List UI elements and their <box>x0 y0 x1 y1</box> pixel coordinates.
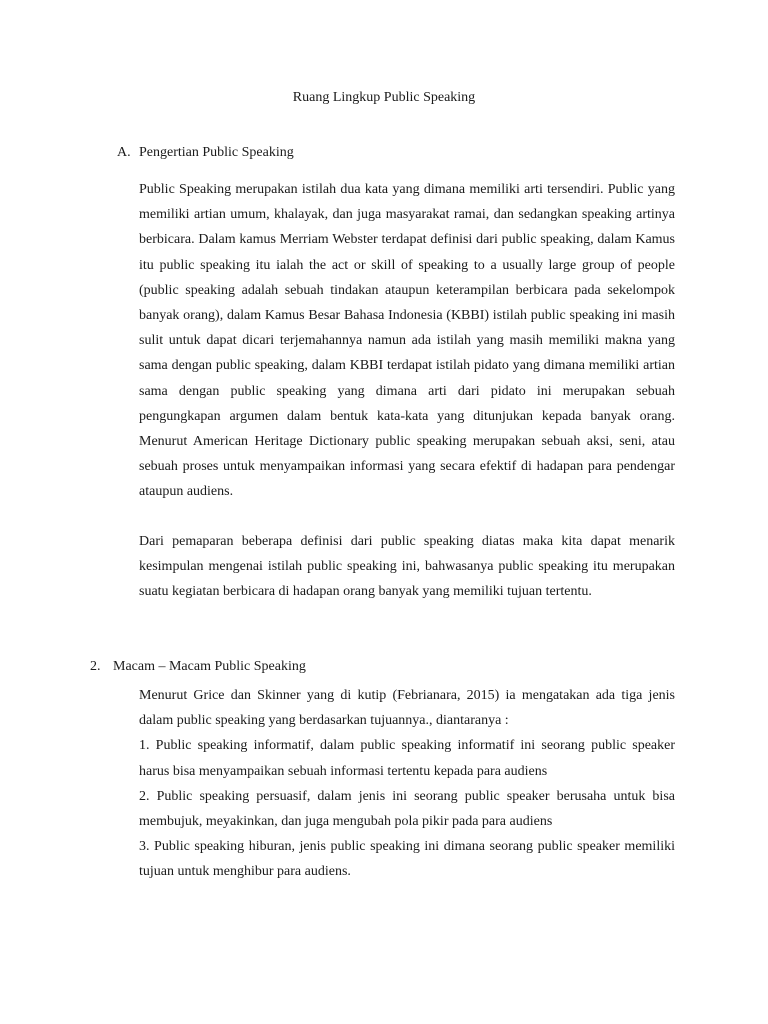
section-a-paragraph-2 <box>139 529 675 605</box>
section-a-paragraph-2-text: Dari pemaparan beberapa definisi dari public speaking diatas maka kita dapat menarik kesimpulan mengenai istilah public speaking ini, bahwasanya public speaking itu merupakan suatu kegiatan berbicara di hadapan orang banyak yang memiliki tujuan tertentu. <box>139 534 675 600</box>
section-a-heading-text: Pengertian Public Speaking <box>139 145 294 160</box>
section-2-item-2: 2. Public speaking persuasif, dalam jenis ini seorang public speaker berusaha untuk bisa membujuk, meyakinkan, dan juga mengubah pola pikir pada para audiens <box>139 788 675 830</box>
section-2-item-1: 1. Public speaking informatif, dalam public speaking informatif ini seorang public speaker harus bisa menyampaikan sebuah informasi tertentu kepada para audiens <box>139 738 675 779</box>
section-2-heading <box>90 657 306 677</box>
section-2-marker: 2. <box>90 659 101 674</box>
section-a-heading <box>117 143 294 163</box>
document-title: Ruang Lingkup Public Speaking <box>292 90 476 105</box>
section-2-item-3: 3. Public speaking hiburan, jenis public speaking ini dimana seorang public speaker memiliki tujuan untuk menghibur para audiens. <box>139 839 675 880</box>
section-a-paragraph-1-text: Public Speaking merupakan istilah dua kata yang dimana memiliki arti tersendiri. Public yang memiliki artian umum, khalayak, dan juga masyarakat ramai, dan sedangkan speaking artinya berbicara. Dalam kamus Merriam Webster terdapat definisi dari public speaking, dalam Kamus itu public speaking itu ialah the act or skill of speaking to a usually large group of people (public speaking adalah sebuah tindakan ataupun keterampilan berbicara pada sekelompok banyak orang), dalam Kamus Besar Bahasa Indonesia (KBBI) istilah public speaking ini masih sulit untuk dapat dicari terjemahannya namun ada istilah yang masih memiliki makna yang sama dengan public speaking, dalam KBBI terdapat istilah pidato yang dimana memiliki artian sama dengan public speaking yang dimana arti dari pidato ini merupakan sebuah pengungkapan argumen dalam bentuk kata-kata yang ditunjukan kepada banyak orang. Menurut American Heritage Dictionary public speaking merupakan sebuah aksi, seni, atau sebuah proses untuk menyampaikan informasi yang secara efektif di hadapan para pendengar ataupun audiens. <box>139 182 675 500</box>
section-2-body <box>139 683 675 885</box>
section-2-intro: Menurut Grice dan Skinner yang di kutip (Febrianara, 2015) ia mengatakan ada tiga jenis dalam public speaking yang berdasarkan tujuannya., diantaranya : <box>139 688 675 729</box>
section-a-paragraph-1 <box>139 177 675 505</box>
section-a-marker: A. <box>117 145 131 160</box>
section-2-heading-text: Macam – Macam Public Speaking <box>113 659 306 674</box>
